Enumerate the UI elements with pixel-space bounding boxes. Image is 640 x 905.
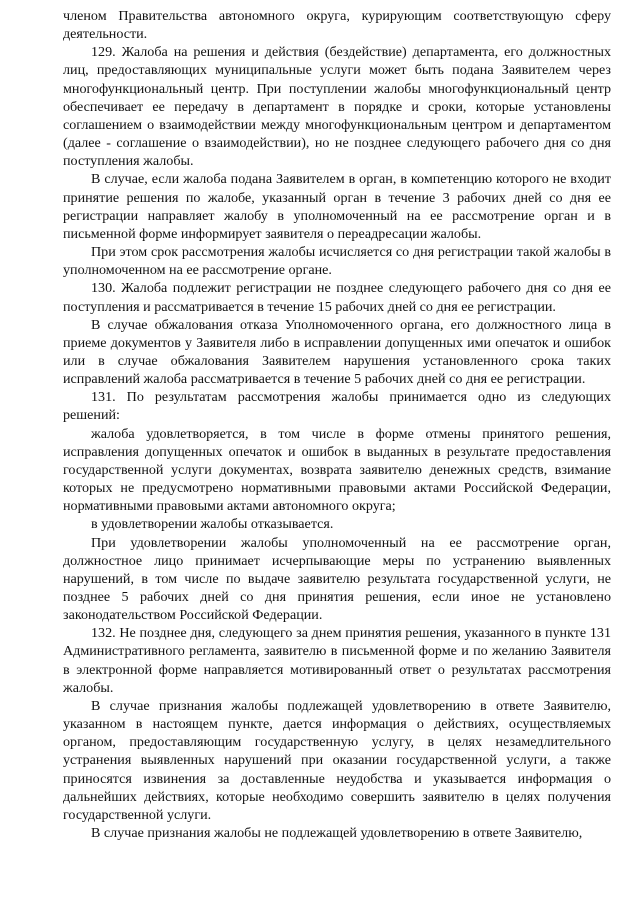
paragraph: В случае признания жалобы подлежащей удовлетворению в ответе Заявителю, указанном в настоящем пункте, дается информация о действиях, осуществляемых органом, предоставляющим государственную услугу, в целях незамедлительного устранения выявленных нарушений при оказании государственной услуги, а также приносятся извинения за доставленные неудобства и указывается информация о дальнейших действиях, которые необходимо совершить заявителю в целях получения государственной услуги. <box>63 697 611 823</box>
paragraph-130: 130. Жалоба подлежит регистрации не позднее следующего рабочего дня со дня ее поступления и рассматривается в течение 15 рабочих дней со дня ее регистрации. <box>63 280 611 315</box>
paragraph-132: 132. Не позднее дня, следующего за днем принятия решения, указанного в пункте 131 Административного регламента, заявителю в письменной форме и по желанию Заявителя в электронной форме направляется мотивированный ответ о результатах рассмотрения жалобы. <box>63 625 611 696</box>
paragraph-131: 131. По результатам рассмотрения жалобы принимается одно из следующих решений: <box>63 389 611 424</box>
paragraph: В случае признания жалобы не подлежащей удовлетворению в ответе Заявителю, <box>91 825 583 842</box>
paragraph: в удовлетворении жалобы отказывается. <box>91 516 334 533</box>
paragraph: При удовлетворении жалобы уполномоченный на ее рассмотрение орган, должностное лицо принимает исчерпывающие меры по устранению выявленных нарушений, в том числе по выдаче заявителю результата государственной услуги, не позднее 5 рабочих дней со дня принятия решения, если иное не установлено законодательством Российской Федерации. <box>63 534 611 624</box>
paragraph-129: 129. Жалоба на решения и действия (бездействие) департамента, его должностных лиц, предоставляющих муниципальные услуги может быть подана Заявителем через многофункциональный центр. При поступлении жалобы многофункциональный центр обеспечивает ее передачу в департамент в порядке и сроки, которые установлены соглашением о взаимодействии между многофункциональным центром и департаментом (далее - соглашение о взаимодействии), но не позднее следующего рабочего дня со дня поступления жалобы. <box>63 44 611 170</box>
paragraph-continuation: членом Правительства автономного округа, курирующим соответствующую сферу деятельности. <box>63 8 611 43</box>
paragraph: При этом срок рассмотрения жалобы исчисляется со дня регистрации такой жалобы в уполномоченном на ее рассмотрение органе. <box>63 244 611 279</box>
document-page <box>63 7 611 842</box>
paragraph: жалоба удовлетворяется, в том числе в форме отмены принятого решения, исправления допущенных опечаток и ошибок в выданных в результате предоставления государственной услуги документах, возврата заявителю денежных средств, взимание которых не предусмотрено нормативными правовыми актами Российской Федерации, нормативными правовыми актами автономного округа; <box>63 425 611 515</box>
paragraph: В случае обжалования отказа Уполномоченного органа, его должностного лица в приеме документов у Заявителя либо в исправлении допущенных ими опечаток и ошибок или в случае обжалования Заявителем нарушения установленного срока таких исправлений жалоба рассматривается в течение 5 рабочих дней со дня ее регистрации. <box>63 316 611 388</box>
paragraph: В случае, если жалоба подана Заявителем в орган, в компетенцию которого не входит принятие решения по жалобе, указанный орган в течение 3 рабочих дней со дня ее регистрации направляет жалобу в уполномоченный на ее рассмотрение орган и в письменной форме информирует заявителя о переадресации жалобы. <box>63 171 611 242</box>
